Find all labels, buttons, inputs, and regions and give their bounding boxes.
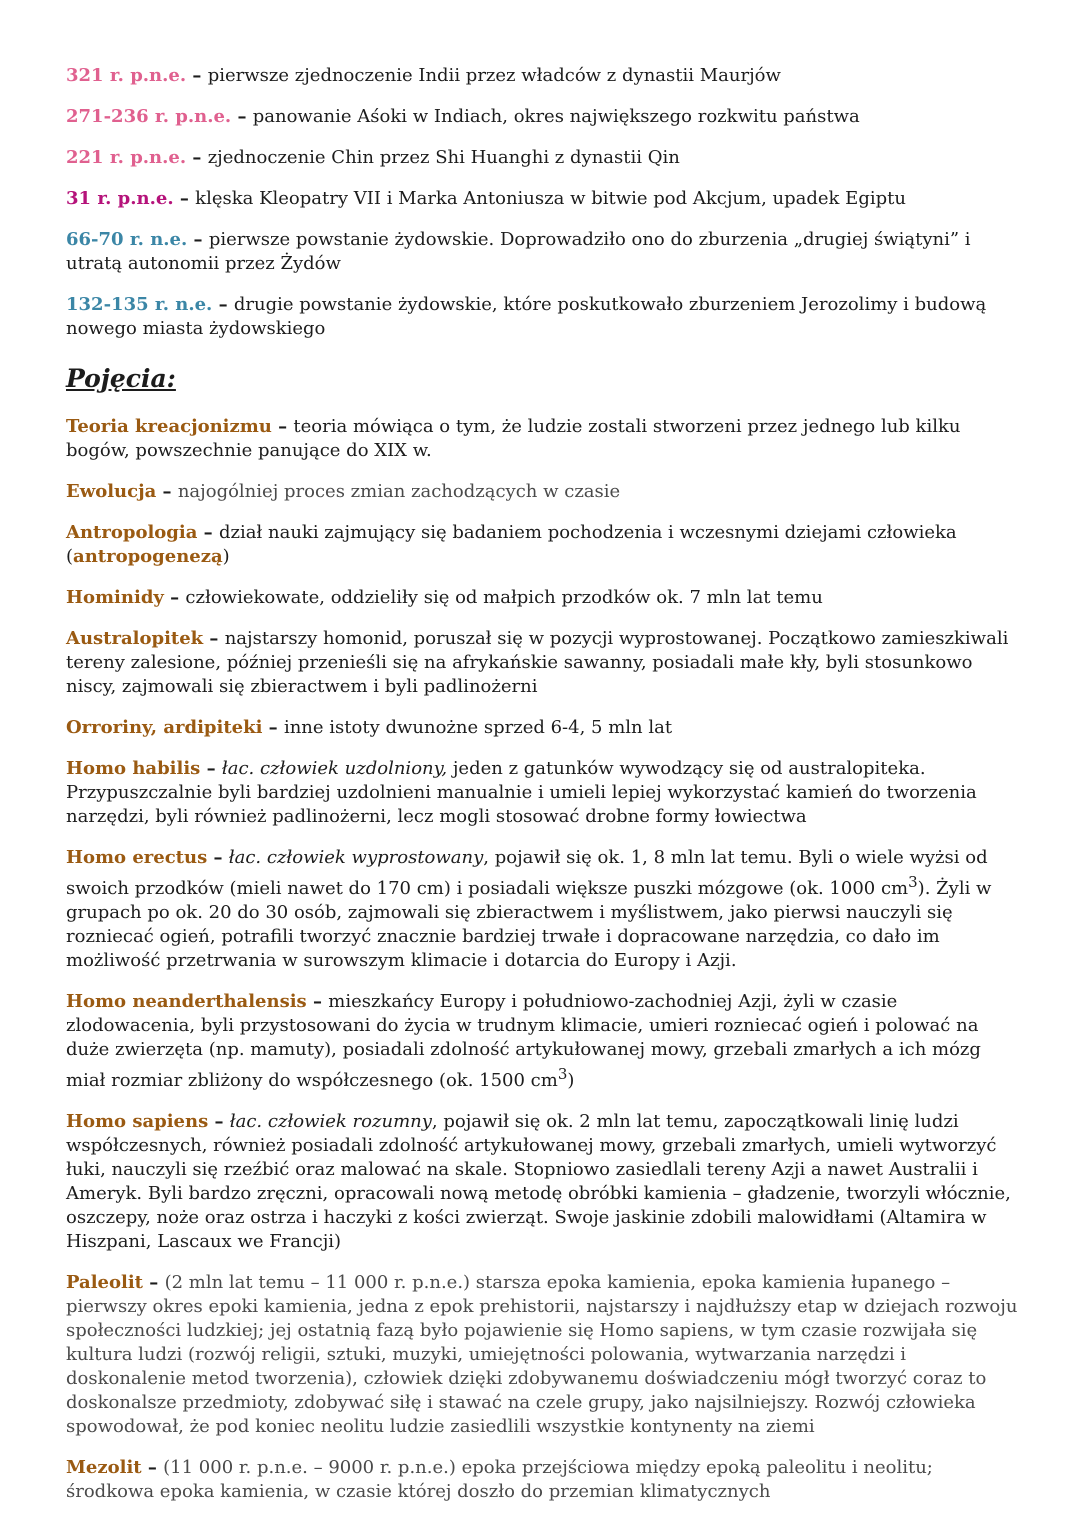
term-mezolit — [66, 1456, 1020, 1504]
dash-separator: – — [187, 229, 209, 250]
term-label: Paleolit — [66, 1272, 144, 1293]
term-habilis — [66, 757, 1020, 829]
date-label: 132-135 r. n.e. — [66, 294, 213, 315]
term-label: Hominidy — [66, 587, 164, 608]
term-label: Australopitek — [66, 628, 204, 649]
dash-separator: – — [197, 522, 219, 543]
date-description: zjednoczenie Chin przez Shi Huanghi z dynastii Qin — [207, 147, 680, 168]
dash-separator: – — [306, 991, 329, 1012]
term-definition: (2 mln lat temu – 11 000 r. p.n.e.) starsza epoka kamienia, epoka kamienia łupanego – pierwszy okres epoki kamienia, jedna z epok prehistorii, najstarszy i najdłuższy etap w dziejach rozwoju społeczności ludzkiej; jej ostatnią fazą było pojawienie się Homo sapiens, w tym czasie rozwijała się kultura ludzi (rozwój religii, sztuki, muzyki, umiejętności polowania, wytwarzania narzędzi i doskonalenie metod tworzenia), człowiek dzięki zdobywanemu doświadczeniu mógł tworzyć coraz to doskonalsze przedmioty, zdobywać siłę i stawać na czele grupy, jako najsilniejszy. Rozwój człowieka spowodował, że pod koniec neolitu ludzie zasiedlili wszystkie kontynenty na ziemi — [66, 1272, 1018, 1437]
term-label: Homo habilis — [66, 758, 201, 779]
date-entry-321 — [66, 64, 1020, 88]
term-definition: , pojawił się ok. 2 mln lat temu, zapoczątkowali linię ludzi współczesnych, również posiadali zdolność artykułowanej mowy, grzebali zmarłych, umieli wytworzyć łuki, nauczyli się rzeźbić oraz malować na skale. Stopniowo zasiedlali tereny Azji a nawet Australii i Ameryk. Byli bardzo zręczni, opracowali nową metodę obróbki kamienia – gładzenie, tworzyli włócznie, oszczepy, noże oraz ostrza i haczyki z kości zwierząt. Swoje jaskinie zdobili malowidłami (Altamira w Hiszpani, Lascaux we Francji) — [66, 1111, 1011, 1252]
term-definition: człowiekowate, oddzieliły się od małpich przodków ok. 7 mln lat temu — [185, 587, 823, 608]
term-australopitek — [66, 627, 1020, 699]
term-definition: (11 000 r. p.n.e. – 9000 r. p.n.e.) epoka przejściowa między epoką paleolitu i neolitu; środkowa epoka kamienia, w czasie której doszło do przemian klimatycznych — [66, 1457, 933, 1502]
dash-separator: – — [173, 188, 196, 209]
term-definition-cont: ). Żyli w grupach po ok. 20 do 30 osób, zajmowali się zbieractwem i myślistwem, jako pierwsi nauczyli się rozniecać ogień, potrafili tworzyć znacznie bardziej trwałe i dopracowane narzędzia, co dało im możliwość przetrwania w surowszym klimacie i dotarcia do Europy i Azji. — [66, 878, 992, 971]
superscript: 3 — [557, 1065, 568, 1083]
dash-separator: – — [163, 587, 186, 608]
term-closing: ) — [222, 546, 230, 567]
term-label: Teoria kreacjonizmu — [66, 416, 272, 437]
terms-list — [66, 415, 1020, 1504]
dash-separator: – — [186, 147, 208, 168]
term-orroriny — [66, 716, 1020, 740]
date-description: panowanie Aśoki w Indiach, okres największego rozkwitu państwa — [252, 106, 860, 127]
section-heading: Pojęcia: — [66, 364, 176, 393]
term-kreacjonizm — [66, 415, 1020, 463]
term-highlight: antropogenezą — [73, 546, 223, 567]
term-definition: , pojawił się ok. 1, 8 mln lat temu. Byli o wiele wyżsi od swoich przodków (mieli nawet do 170 cm) i posiadali większe puszki mózgowe (ok. 1000 cm — [66, 847, 988, 899]
term-sapiens — [66, 1110, 1020, 1254]
term-neanderthalensis — [66, 990, 1020, 1093]
date-label: 271-236 r. p.n.e. — [66, 106, 232, 127]
term-definition: inne istoty dwunożne sprzed 6-4, 5 mln lat — [283, 717, 673, 738]
term-definition: teoria mówiąca o tym, że ludzie zostali stworzeni przez jednego lub kilku bogów, powszechnie panujące do XIX w. — [66, 416, 961, 461]
date-description: drugie powstanie żydowskie, które poskutkowało zburzeniem Jerozolimy i budową nowego miasta żydowskiego — [66, 294, 987, 339]
term-label: Homo erectus — [66, 847, 208, 868]
date-entry-221 — [66, 146, 1020, 170]
dash-separator: – — [156, 481, 178, 502]
term-definition: jeden z gatunków wywodzący się od australopiteka. Przypuszczalnie byli bardziej uzdolnieni manualnie i umieli lepiej wykorzystać kamień do tworzenia narzędzi, byli również padlinożerni, lecz mogli stosować drobne formy łowiectwa — [66, 758, 977, 827]
dash-separator: – — [262, 717, 284, 738]
date-label: 221 r. p.n.e. — [66, 147, 187, 168]
dash-separator: – — [207, 847, 229, 868]
dash-separator: – — [212, 294, 234, 315]
dash-separator: – — [271, 416, 294, 437]
latin-name: łac. człowiek wyprostowany — [228, 847, 484, 868]
term-hominidy — [66, 586, 1020, 610]
term-erectus — [66, 846, 1020, 973]
date-entry-132 — [66, 293, 1020, 341]
dash-separator: – — [231, 106, 253, 127]
date-entry-31 — [66, 187, 1020, 211]
date-description: pierwsze zjednoczenie Indii przez władców z dynastii Maurjów — [207, 65, 781, 86]
dash-separator: – — [203, 628, 225, 649]
term-label: Homo neanderthalensis — [66, 991, 307, 1012]
term-label: Ewolucja — [66, 481, 157, 502]
date-entry-271 — [66, 105, 1020, 129]
date-description: pierwsze powstanie żydowskie. Doprowadziło ono do zburzenia „drugiej świątyni” i utratą autonomii przez Żydów — [66, 229, 971, 274]
latin-name: łac. człowiek rozumny — [229, 1111, 432, 1132]
term-definition: dział nauki zajmujący się badaniem pochodzenia i wczesnymi dziejami człowieka ( — [66, 522, 957, 567]
term-label: Orroriny, ardipiteki — [66, 717, 263, 738]
dash-separator: – — [143, 1272, 165, 1293]
dash-separator: – — [186, 65, 208, 86]
dash-separator: – — [200, 758, 222, 779]
term-label: Homo sapiens — [66, 1111, 209, 1132]
term-label: Antropologia — [66, 522, 198, 543]
dates-list — [66, 64, 1020, 341]
superscript: 3 — [908, 873, 918, 891]
term-ewolucja — [66, 480, 1020, 504]
date-label: 321 r. p.n.e. — [66, 65, 187, 86]
dash-separator: – — [141, 1457, 164, 1478]
date-label: 31 r. p.n.e. — [66, 188, 174, 209]
date-description: klęska Kleopatry VII i Marka Antoniusza w bitwie pod Akcjum, upadek Egiptu — [195, 188, 906, 209]
date-label: 66-70 r. n.e. — [66, 229, 188, 250]
term-antropologia — [66, 521, 1020, 569]
dash-separator: – — [208, 1111, 230, 1132]
term-label: Mezolit — [66, 1457, 142, 1478]
latin-name: łac. człowiek uzdolniony, — [221, 758, 448, 779]
term-definition: najogólniej proces zmian zachodzących w czasie — [177, 481, 621, 502]
term-definition-cont: ) — [567, 1070, 575, 1091]
term-paleolit — [66, 1271, 1020, 1439]
date-entry-66 — [66, 228, 1020, 276]
term-definition: mieszkańcy Europy i południowo-zachodniej Azji, żyli w czasie zlodowacenia, byli przystosowani do życia w trudnym klimacie, umieri rozniecać ogień i polować na duże zwierzęta (np. mamuty), posiadali zdolność artykułowanej mowy, grzebali zmarłych a ich mózg miał rozmiar zbliżony do współczesnego (ok. 1500 cm — [66, 991, 981, 1091]
term-definition: najstarszy homonid, poruszał się w pozycji wyprostowanej. Początkowo zamieszkiwali tereny zalesione, później przenieśli się na afrykańskie sawanny, posiadali małe kły, byli stosunkowo niscy, zajmowali się zbieractwem i byli padlinożerni — [66, 628, 1009, 697]
